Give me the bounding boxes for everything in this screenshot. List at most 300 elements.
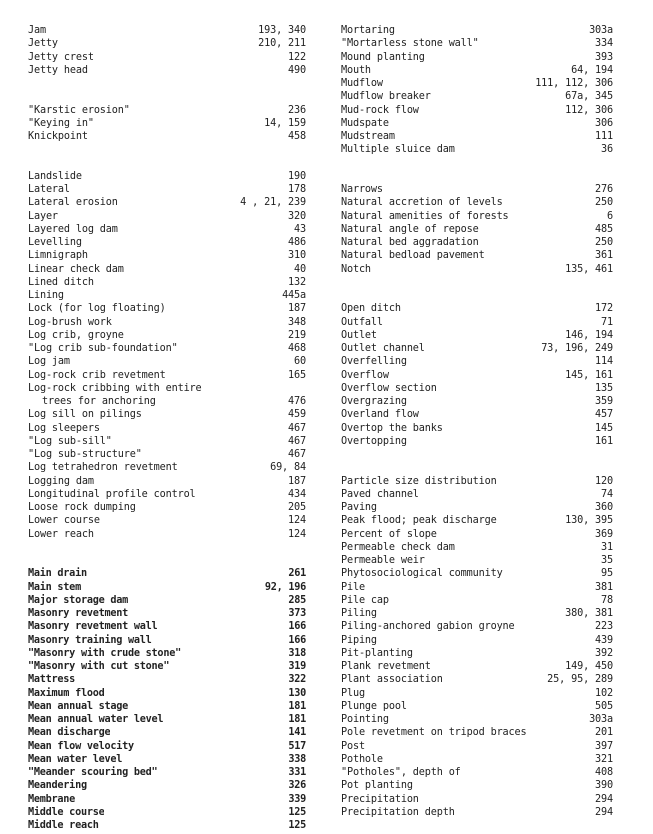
index-page-refs: 485 [595,223,613,235]
index-page-refs: 40 [294,263,306,275]
index-entry [341,541,613,554]
index-page-refs: 468 [288,343,306,354]
index-term: Precipitation [341,793,419,805]
index-term: Knickpoint [28,131,88,142]
index-page-refs: 439 [595,634,613,646]
index-term: Log-rock cribbing with entire [28,382,202,394]
index-page-refs: 210, 211 [258,38,306,50]
section-gap [28,541,306,568]
index-page-refs: 95 [601,568,613,580]
index-term: Plug [341,687,365,699]
index-term: Mouth [341,64,371,76]
index-term: Layered log dam [28,223,118,235]
index-term: Log tetrahedron revetment [28,462,178,474]
index-page-refs: 294 [595,793,613,805]
index-page-refs: 250 [595,237,613,248]
index-term: Jetty head [28,64,88,76]
index-page-refs: 149, 450 [565,661,613,672]
index-term: Maximum flood [28,687,105,699]
index-term: Overland flow [341,409,419,421]
index-page-refs: 124 [288,515,306,527]
index-term: Lock (for log floating) [28,303,166,315]
index-page-refs: 135, 461 [565,263,613,275]
index-term: Pile [341,581,365,593]
index-term: Percent of slope [341,528,437,540]
index-page-refs: 74 [601,488,613,500]
index-entry [28,501,306,514]
index-page-refs: 36 [601,144,613,156]
section-gap [28,77,306,104]
index-term: Log-brush work [28,316,112,328]
index-page-refs: 339 [288,793,306,805]
index-entry [341,806,613,819]
index-page-refs: 64, 194 [571,64,613,76]
index-page-refs: 135 [595,382,613,394]
index-page-refs: 380, 381 [565,608,613,619]
index-term: Landslide [28,170,82,182]
index-term: Limnigraph [28,250,88,262]
index-term: Outlet [341,329,377,341]
index-page-refs: 517 [288,740,306,752]
index-entry [341,223,613,236]
index-page-refs: 166 [288,621,306,633]
index-page-refs: 459 [288,409,306,421]
index-page-refs: 125 [288,820,306,831]
index-entry [341,687,613,700]
index-term: Piping [341,634,377,646]
index-page-refs: 120 [595,475,613,487]
index-term: Main drain [28,568,87,580]
index-term: Lined ditch [28,276,94,288]
index-term: Middle course [28,806,105,818]
index-entry [341,77,613,90]
index-term: Mortaring [341,25,395,36]
index-term: Major storage dam [28,594,129,606]
index-page-refs: 338 [288,753,306,765]
index-term: Overtop the banks [341,422,443,434]
index-page-refs: 434 [288,488,306,500]
section-gap [28,143,306,170]
index-page-refs: 276 [595,184,613,195]
index-entry [28,289,306,302]
index-entry [341,408,613,421]
index-entry [28,196,306,209]
index-entry [28,806,306,819]
index-page-refs: 320 [288,210,306,222]
index-entry [28,37,306,50]
index-entry [341,104,613,117]
index-entry [28,567,306,580]
index-page-refs: 490 [288,64,306,76]
index-entry [28,382,306,395]
index-entry [341,422,613,435]
index-entry [28,647,306,660]
index-page-refs: 486 [288,237,306,248]
index-entry [28,210,306,223]
index-entry [341,660,613,673]
index-entry [341,51,613,64]
index-entry [28,700,306,713]
index-entry [28,170,306,183]
index-page-refs: 125 [288,806,306,818]
index-page-refs: 166 [288,634,306,646]
index-term: "Keying in" [28,117,94,129]
index-entry [28,673,306,686]
index-entry [341,183,613,196]
index-entry [28,687,306,700]
index-term: Lower course [28,515,100,527]
index-page-refs: 193, 340 [258,25,306,36]
index-page-refs: 111 [595,131,613,142]
index-term: "Log crib sub-foundation" [28,343,178,354]
index-term: Main stem [28,581,81,593]
index-entry [28,329,306,342]
index-entry [341,263,613,276]
index-entry [28,276,306,289]
index-term: Loose rock dumping [28,502,136,513]
index-entry [28,819,306,832]
index-entry [28,581,306,594]
index-page-refs: 114 [595,356,613,368]
index-page-refs: 505 [595,700,613,712]
index-term: Outlet channel [341,343,425,354]
index-term: Log jam [28,356,70,368]
index-entry [28,369,306,382]
index-page-refs: 6 [607,210,613,222]
index-page-refs: 146, 194 [565,329,613,341]
index-term: Plant association [341,674,443,686]
index-entry [28,51,306,64]
index-term: Pile cap [341,594,389,606]
index-term: Membrane [28,793,76,805]
index-term: Piling-anchored gabion groyne [341,621,515,633]
index-entry [28,740,306,753]
index-entry [341,514,613,527]
index-page-refs: 112, 306 [565,104,613,116]
index-entry [28,316,306,329]
index-entry [28,634,306,647]
index-page-refs: 236 [288,104,306,116]
index-entry [28,766,306,779]
index-entry [341,196,613,209]
index-entry [28,448,306,461]
index-entry [28,435,306,448]
index-term: Masonry training wall [28,634,152,646]
index-entry [341,302,613,315]
index-term: Linear check dam [28,263,124,275]
index-page-refs: 205 [288,502,306,513]
index-entry [341,329,613,342]
index-page-refs: 331 [288,767,306,778]
index-page-refs: 322 [288,674,306,686]
index-term: Mudstream [341,131,395,142]
index-page-refs: 310 [288,250,306,262]
index-page-refs: 318 [288,647,306,659]
index-term: Peak flood; peak discharge [341,515,497,527]
index-page-refs: 360 [595,502,613,513]
index-page-refs: 445a [282,290,306,301]
index-entry [28,461,306,474]
index-term: Paved channel [341,488,419,500]
index-term: Pot planting [341,780,413,792]
index-page-refs: 285 [288,594,306,606]
index-term: Precipitation depth [341,806,455,818]
index-page-refs: 348 [288,316,306,328]
index-entry [341,594,613,607]
index-entry [341,607,613,620]
index-entry [341,793,613,806]
index-entry [28,422,306,435]
index-page-refs: 25, 95, 289 [547,674,613,686]
index-entry [341,90,613,103]
index-entry [341,488,613,501]
index-page-refs: 43 [294,223,306,235]
index-term: trees for anchoring [42,396,156,407]
index-entry [28,660,306,673]
index-term: Mean flow velocity [28,740,134,752]
index-entry [341,766,613,779]
index-term: "Karstic erosion" [28,104,130,116]
index-term: Mound planting [341,51,425,63]
index-term: Mean annual stage [28,700,129,712]
right-index-column [341,24,613,819]
index-term: Pothole [341,753,383,765]
index-page-refs: 303a [589,25,613,36]
index-entry [28,395,306,408]
index-entry [28,793,306,806]
index-term: "Masonry with cut stone" [28,661,170,672]
index-entry [341,726,613,739]
index-page-refs: 467 [288,435,306,447]
index-entry [28,249,306,262]
index-entry [341,779,613,792]
index-page-refs: 457 [595,409,613,421]
index-entry [341,143,613,156]
index-term: Logging dam [28,475,94,487]
index-term: Overflow [341,369,389,381]
index-page-refs: 373 [288,608,306,619]
index-term: Jam [28,25,46,36]
index-term: Log sleepers [28,422,100,434]
index-entry [341,117,613,130]
index-term: "Meander scouring bed" [28,767,158,778]
index-page-refs: 381 [595,581,613,593]
index-entry [341,673,613,686]
index-entry [28,408,306,421]
index-page-refs: 390 [595,780,613,792]
index-term: Jetty [28,38,58,50]
index-term: Mattress [28,674,76,686]
index-page-refs: 467 [288,449,306,460]
index-term: Paving [341,502,377,513]
index-entry [341,700,613,713]
index-term: Plunge pool [341,700,407,712]
index-entry [28,753,306,766]
index-page-refs: 67a, 345 [565,91,613,103]
index-entry [341,342,613,355]
index-term: "Masonry with crude stone" [28,647,181,659]
index-page-refs: 181 [288,700,306,712]
index-page-refs: 392 [595,647,613,659]
index-term: Log-rock crib revetment [28,369,166,381]
index-entry [341,567,613,580]
index-page-refs: 130, 395 [565,515,613,527]
index-term: Meandering [28,780,87,792]
index-page-refs: 294 [595,806,613,818]
index-page-refs: 201 [595,727,613,739]
index-entry [28,302,306,315]
index-entry [341,581,613,594]
index-term: Phytosociological community [341,568,503,580]
index-term: "Mortarless stone wall" [341,38,479,50]
index-term: Plank revetment [341,661,431,672]
index-page-refs: 303a [589,714,613,725]
index-page-refs: 187 [288,303,306,315]
index-page-refs: 122 [288,51,306,63]
index-page-refs: 261 [288,568,306,580]
index-entry [341,554,613,567]
index-entry [341,236,613,249]
index-term: Mudspate [341,117,389,129]
index-term: Piling [341,608,377,619]
index-page-refs: 306 [595,117,613,129]
index-page-refs: 71 [601,316,613,328]
index-page-refs: 130 [288,687,306,699]
index-page-refs: 359 [595,396,613,407]
index-term: Lateral erosion [28,197,118,209]
index-term: Log crib, groyne [28,329,124,341]
index-entry [341,435,613,448]
index-entry [28,342,306,355]
index-term: Jetty crest [28,51,94,63]
index-term: Levelling [28,237,82,248]
index-term: Mean annual water level [28,714,164,725]
index-page-refs: 408 [595,767,613,778]
index-entry [28,594,306,607]
index-entry [341,713,613,726]
index-entry [28,117,306,130]
index-entry [341,528,613,541]
index-entry [28,183,306,196]
index-term: Mudflow breaker [341,91,431,103]
left-index-column [28,24,306,832]
index-term: Particle size distribution [341,475,497,487]
index-term: Masonry revetment wall [28,621,158,633]
index-term: Overgrazing [341,396,407,407]
index-page-refs: 78 [601,594,613,606]
index-term: Natural angle of repose [341,223,479,235]
index-page-refs: 250 [595,197,613,209]
index-entry [341,316,613,329]
section-gap [341,448,613,475]
index-term: Mean discharge [28,727,111,739]
index-page-refs: 92, 196 [264,581,306,593]
index-entry [28,475,306,488]
index-entry [341,740,613,753]
index-page-refs: 124 [288,528,306,540]
index-term: Notch [341,263,371,275]
index-entry [28,263,306,276]
index-term: "Potholes", depth of [341,767,461,778]
index-page-refs: 467 [288,422,306,434]
index-page-refs: 361 [595,250,613,262]
index-term: Permeable check dam [341,541,455,553]
index-term: Open ditch [341,303,401,315]
index-page-refs: 165 [288,369,306,381]
index-page-refs: 321 [595,753,613,765]
index-term: Mean water level [28,753,123,765]
index-page-refs: 145 [595,422,613,434]
index-entry [28,607,306,620]
index-entry [341,355,613,368]
index-page-refs: 326 [288,780,306,792]
index-entry [28,236,306,249]
index-page-refs: 334 [595,38,613,50]
index-page-refs: 102 [595,687,613,699]
index-entry [28,713,306,726]
index-term: Log sill on pilings [28,409,142,421]
index-entry [341,475,613,488]
index-entry [341,620,613,633]
index-entry [341,382,613,395]
index-term: Permeable weir [341,555,425,566]
index-page-refs: 141 [288,727,306,739]
index-entry [28,726,306,739]
index-entry [341,37,613,50]
index-page-refs: 187 [288,475,306,487]
index-entry [341,249,613,262]
index-entry [341,395,613,408]
index-entry [341,369,613,382]
index-term: Pit-planting [341,647,413,659]
index-entry [28,64,306,77]
section-gap [341,276,613,303]
index-entry [28,104,306,117]
index-page-refs: 60 [294,356,306,368]
index-entry [28,528,306,541]
index-entry [341,753,613,766]
index-page-refs: 319 [288,661,306,672]
index-entry [341,130,613,143]
index-entry [28,130,306,143]
index-page-refs: 161 [595,435,613,447]
index-term: Pole revetment on tripod braces [341,727,527,739]
index-term: Natural bed aggradation [341,237,479,248]
index-term: Lining [28,290,64,301]
index-entry [28,514,306,527]
index-term: Multiple sluice dam [341,144,455,156]
index-entry [28,24,306,37]
index-page-refs: 111, 112, 306 [535,78,613,89]
index-term: Masonry revetment [28,608,129,619]
index-term: Overflow section [341,382,437,394]
index-term: Mud-rock flow [341,104,419,116]
index-entry [28,355,306,368]
index-term: Lateral [28,184,70,195]
index-page-refs: 178 [288,184,306,195]
index-entry [28,223,306,236]
index-page-refs: 73, 196, 249 [541,343,613,354]
index-entry [341,24,613,37]
index-page-refs: 219 [288,329,306,341]
index-term: "Log sub-structure" [28,449,142,460]
index-entry [341,647,613,660]
index-term: Pointing [341,714,389,725]
index-page-refs: 181 [288,714,306,725]
index-page-refs: 145, 161 [565,369,613,381]
index-page-refs: 132 [288,276,306,288]
index-term: Layer [28,210,58,222]
